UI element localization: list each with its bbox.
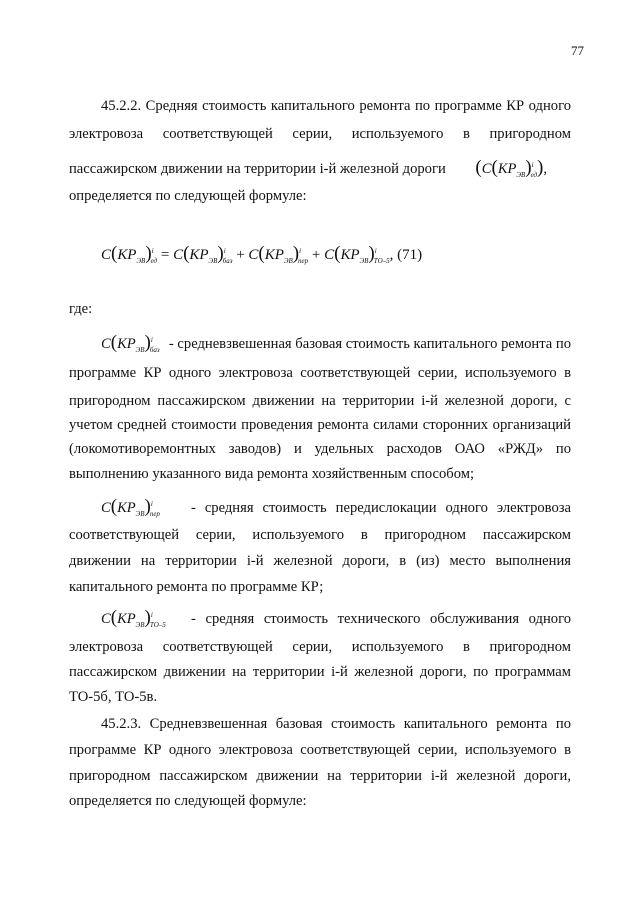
symbol-c-kr-to5: $C(КР_{ЭВ})^i_{ТО-5}$ (101, 607, 166, 629)
paragraph-line: электровоза соответствующей серии, используемого в пригородном (69, 126, 571, 142)
where-label: где: (69, 301, 93, 317)
paragraph-line: определяется по следующей формуле: (69, 793, 307, 809)
paragraph-line: учетом средней стоимости проведения ремонта силами сторонних организаций (69, 417, 571, 433)
definition-text: - средневзвешенная базовая стоимость капитального ремонта по (168, 336, 571, 352)
definition-text: - средняя стоимость передислокации одного электровоза (191, 500, 571, 516)
paragraph-line (101, 497, 571, 516)
paragraph-line: ТО-5б, ТО-5в. (69, 689, 158, 705)
paragraph-line: программе КР одного электровоза соответствующей серии, используемого в (69, 742, 571, 758)
paragraph-text: пассажирском движении на территории i-й железной дороги (69, 161, 446, 177)
paragraph-line: пассажирском движении на территории i-й железной дороги, по программам (69, 664, 571, 680)
symbol-c-kr-baz: $C(КР_{ЭВ})^i_{баз}$ (101, 332, 160, 354)
symbol-c-kr-per: $C(КР_{ЭВ})^i_{пер}$ (101, 496, 160, 518)
paragraph-line: электровоза соответствующей серии, используемого в пригородном (69, 639, 571, 655)
page-number: 77 (571, 43, 584, 58)
inline-formula-ed: $(C(КР_{ЭВ})^i_{ед})$ (475, 157, 544, 179)
paragraph-line (101, 333, 571, 352)
paragraph-line: выполнению указанного вида ремонта хозяйственным способом; (69, 466, 474, 482)
paragraph-line: 45.2.3. Средневзвешенная базовая стоимость капитального ремонта по (101, 716, 571, 732)
paragraph-line: определяется по следующей формуле: (69, 188, 307, 204)
paragraph-line: программе КР одного электровоза соответствующей серии, используемого в (69, 365, 571, 381)
formula-71: $C(КР_{ЭВ})^i_{ед} = C(КР_{ЭВ})^i_{баз} + C(КР_{ЭВ})^i_{пер} + C(КР_{ЭВ})^i_{ТО-5}$, (71) (101, 243, 423, 265)
paragraph-line (101, 608, 571, 627)
paragraph-line: (локомотиворемонтных заводов) и удельных расходов ОАО «РЖД» по (69, 441, 571, 457)
paragraph-line: 45.2.2. Средняя стоимость капитального ремонта по программе КР одного (101, 98, 571, 114)
paragraph-text: , (543, 161, 548, 177)
paragraph-line: капитального ремонта по программе КР; (69, 579, 324, 595)
paragraph-line (69, 158, 571, 177)
paragraph-line: соответствующей серии, используемого в пригородном пассажирском (69, 527, 571, 543)
formula-number: , (71) (389, 247, 423, 263)
paragraph-line: пригородном пассажирском движении на территории i-й железной дороги, с (69, 393, 571, 409)
paragraph-line: пригородном пассажирском движении на территории i-й железной дороги, (69, 768, 571, 784)
paragraph-line: движении на территории i-й железной дороги, в (из) место выполнения (69, 553, 571, 569)
definition-text: - средняя стоимость технического обслуживания одного (191, 611, 571, 627)
